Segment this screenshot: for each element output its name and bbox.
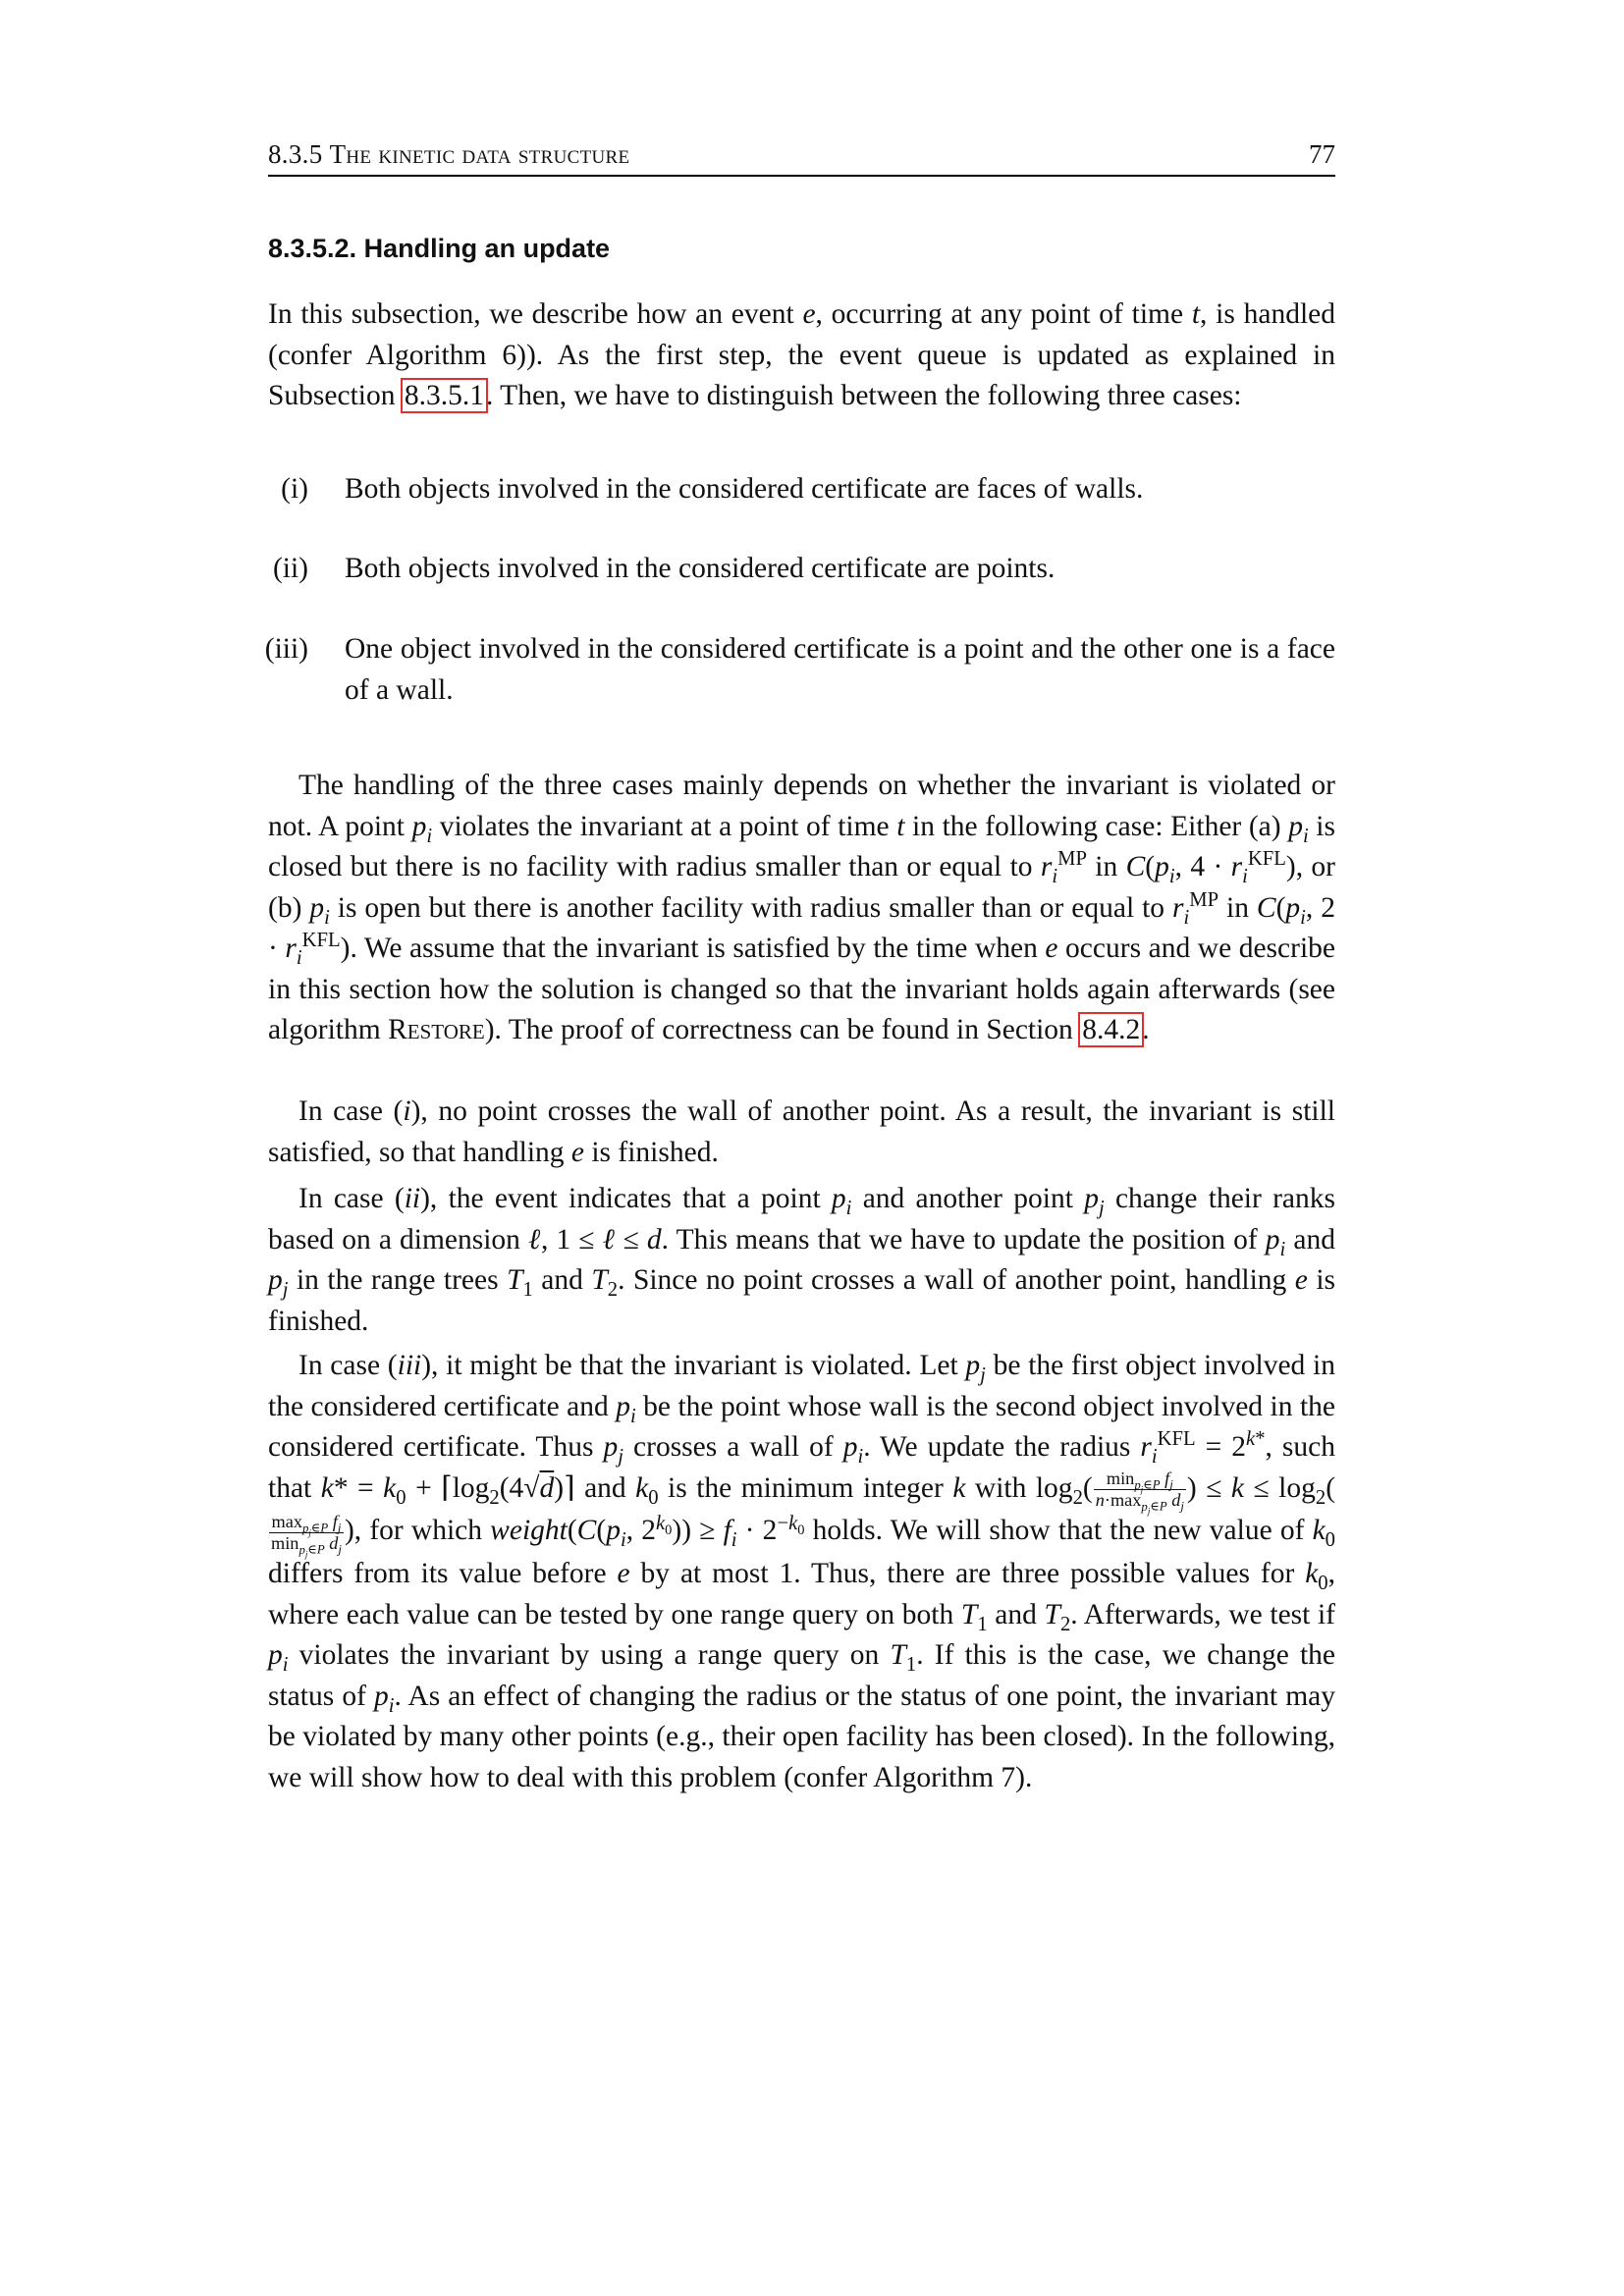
running-header — [268, 137, 1335, 177]
case-i-paragraph: In case (i), no point crosses the wall of another point. As a result, the invariant is still satisfied, so that handling e is finished. — [268, 1095, 1335, 1168]
case-text: One object involved in the considered certificate is a point and the other one is a face of a wall. — [345, 633, 1335, 706]
section-link[interactable]: 8.4.2 — [1082, 1014, 1141, 1045]
case-item-iii — [264, 629, 1335, 711]
case-item-ii — [268, 549, 1335, 590]
page-number: 77 — [1309, 139, 1335, 169]
case-label: (iii) — [264, 633, 308, 665]
case-iii-paragraph: In case (iii), it might be that the invariant is violated. Let $p_j$ be the first object involved in the considered certificate and $p_i$ be the point whose wall is the second object involved in the considered certificate. Thus $p_j$ crosses a wall of $p_i$. We update the radius $r_i^{KFL} = 2^{k*}$, such that $k* = k_0$ + $⌈\log_2(4√d)⌉$ and $k_0$ is the minimum integer k with $\log_2$( $\frac{\min_{p_j\in P} f_j}{n\cdot\max_{p_j\in P} d_j}$ ) ≤ $k \le \log_2$( $\frac{\max_{p_j\in P} f_j}{\min_{p_j\in P} d_j}$ ), for which $weight(C(p_i$, $2^{k_0})) \ge f_i \cdot 2^{-k_0}$ holds. We will show that the new value of $k_0$ differs from its value before e by at most 1. Thus, there are three possible values for $k_0$, where each value can be tested by one range query on both $T_1$ and $T_2$. Afterwards, we test if $p_i$ violates the invariant by using a range query on $T_1$. If this is the case, we change the status of $p_i$. As an effect of changing the radius or the status of one point, the invariant may be violated by many other points (e.g., their open facility has been closed). In the following, we will show how to deal with this problem (confer Algorithm 7). — [268, 1350, 1336, 1793]
header-section-title: The kinetic data structure — [329, 139, 630, 169]
case-label: (ii) — [272, 553, 308, 584]
case-text: Both objects involved in the considered certificate are points. — [345, 553, 1056, 584]
case-label: (i) — [281, 473, 308, 505]
algorithm-name: Restore — [388, 1014, 485, 1045]
case-item-i — [268, 469, 1335, 510]
invariant-paragraph: The handling of the three cases mainly depends on whether the invariant is violated or not. A point $p_i$ violates the invariant at a point of time t in the following case: Either (a) $p_i$ is closed but there is no facility with radius smaller than or equal to $r_i^{MP}$ in $C(p_i$, $4 \cdot r_i^{KFL}$), or (b) $p_i$ is open but there is another facility with radius smaller than or equal to $r_i^{MP}$ in $C(p_i$, $2 \cdot r_i^{KFL}$). We assume that the invariant is satisfied by the time when e occurs and we describe in this section how the solution is changed so that the invariant holds again afterwards (see algorithm Restore). The proof of correctness can be found in Section 8.4.2. — [268, 770, 1336, 1045]
subsection-link[interactable]: 8.3.5.1 — [404, 380, 484, 411]
header-section — [268, 139, 629, 170]
case-ii-paragraph: In case (ii), the event indicates that a point $p_i$ and another point $p_j$ change their ranks based on a dimension ℓ, 1 ≤ ℓ ≤ d. This means that we have to update the position of $p_i$ and $p_j$ in the range trees $T_1$ and $T_2$. Since no point crosses a wall of another point, handling e is finished. — [268, 1183, 1335, 1337]
intro-paragraph: In this subsection, we describe how an event e, occurring at any point of time t, is handled (confer Algorithm 6)). As the first step, the event queue is updated as explained in Subsection 8.3.5.1. Then, we have to distinguish between the following three cases: — [268, 298, 1335, 411]
header-section-number: 8.3.5 — [268, 139, 323, 169]
case-text: Both objects involved in the considered certificate are faces of walls. — [345, 473, 1144, 505]
subsection-heading: 8.3.5.2. Handling an update — [268, 234, 611, 263]
